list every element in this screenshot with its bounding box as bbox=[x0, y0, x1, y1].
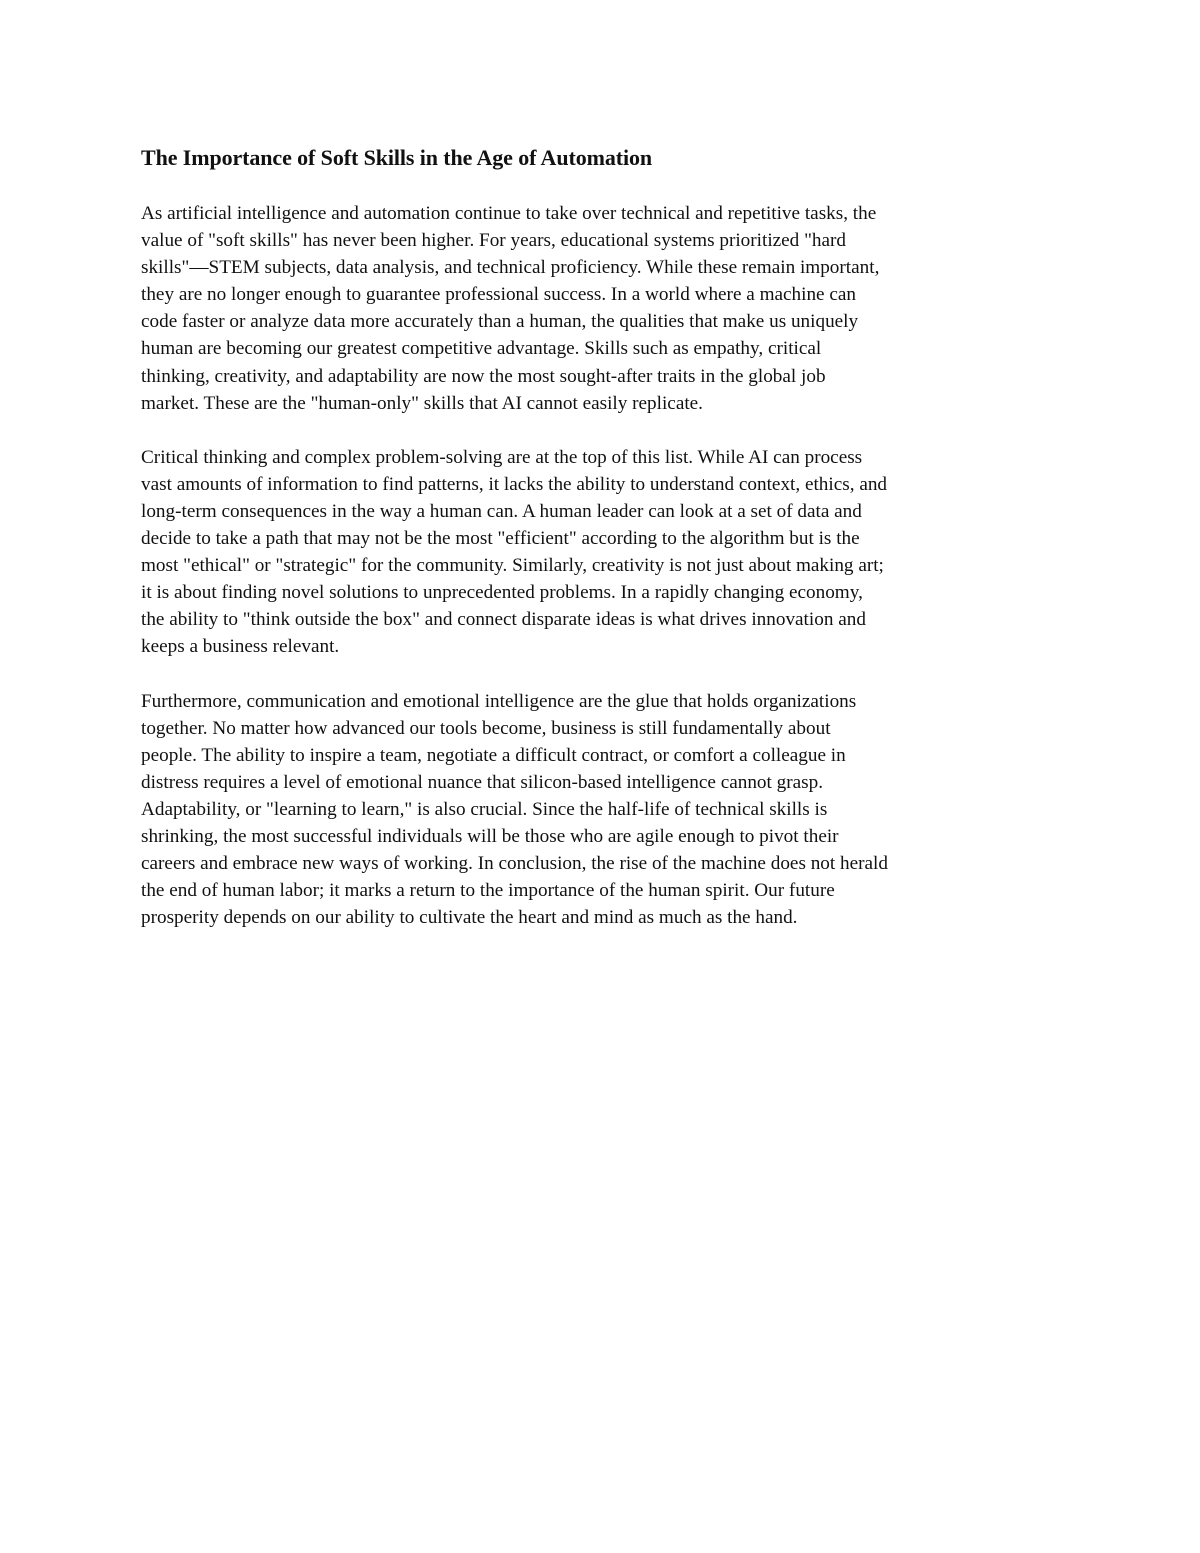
text-line: skills"—STEM subjects, data analysis, and technical proficiency. While these remain important, bbox=[141, 257, 880, 279]
text-line: the ability to "think outside the box" and connect disparate ideas is what drives innovation and bbox=[141, 609, 866, 631]
paragraph-2 bbox=[141, 444, 1066, 661]
text-line: the end of human labor; it marks a return to the importance of the human spirit. Our future bbox=[141, 880, 835, 902]
text-line: they are no longer enough to guarantee professional success. In a world where a machine can bbox=[141, 284, 856, 306]
text-line: Adaptability, or "learning to learn," is also crucial. Since the half-life of technical skills is bbox=[141, 798, 828, 820]
text-line: keeps a business relevant. bbox=[141, 636, 340, 658]
text-line: decide to take a path that may not be the most "efficient" according to the algorithm but is the bbox=[141, 528, 860, 550]
text-line: most "ethical" or "strategic" for the community. Similarly, creativity is not just about making art; bbox=[141, 555, 884, 577]
text-line: market. These are the "human-only" skills that AI cannot easily replicate. bbox=[141, 392, 703, 414]
text-line: vast amounts of information to find patterns, it lacks the ability to understand context, ethics, and bbox=[141, 473, 888, 495]
text-line: together. No matter how advanced our tools become, business is still fundamentally about bbox=[141, 717, 831, 739]
text-line: As artificial intelligence and automation continue to take over technical and repetitive tasks, the bbox=[141, 203, 877, 224]
text-line: long-term consequences in the way a human can. A human leader can look at a set of data and bbox=[141, 500, 862, 522]
paragraph-1 bbox=[141, 200, 1066, 417]
document-title: The Importance of Soft Skills in the Age of Automation bbox=[141, 145, 653, 170]
text-line: thinking, creativity, and adaptability are now the most sought-after traits in the global job bbox=[141, 365, 826, 387]
text-line: it is about finding novel solutions to unprecedented problems. In a rapidly changing economy, bbox=[141, 582, 863, 604]
text-line: prosperity depends on our ability to cultivate the heart and mind as much as the hand. bbox=[141, 907, 798, 929]
text-line: value of "soft skills" has never been higher. For years, educational systems prioritized "hard bbox=[141, 230, 846, 252]
text-line: people. The ability to inspire a team, negotiate a difficult contract, or comfort a colleague in bbox=[141, 744, 846, 766]
text-line: code faster or analyze data more accurately than a human, the qualities that make us uniquely bbox=[141, 311, 859, 333]
text-line: Furthermore, communication and emotional intelligence are the glue that holds organizations bbox=[141, 690, 857, 712]
document-body bbox=[141, 143, 1066, 931]
text-line: shrinking, the most successful individuals will be those who are agile enough to pivot their bbox=[141, 825, 839, 847]
paragraph-3 bbox=[141, 688, 1066, 932]
text-line: human are becoming our greatest competitive advantage. Skills such as empathy, critical bbox=[141, 338, 822, 360]
text-line: distress requires a level of emotional nuance that silicon-based intelligence cannot grasp. bbox=[141, 771, 823, 793]
text-line: careers and embrace new ways of working. In conclusion, the rise of the machine does not herald bbox=[141, 853, 888, 875]
text-line: Critical thinking and complex problem-solving are at the top of this list. While AI can process bbox=[141, 446, 863, 468]
